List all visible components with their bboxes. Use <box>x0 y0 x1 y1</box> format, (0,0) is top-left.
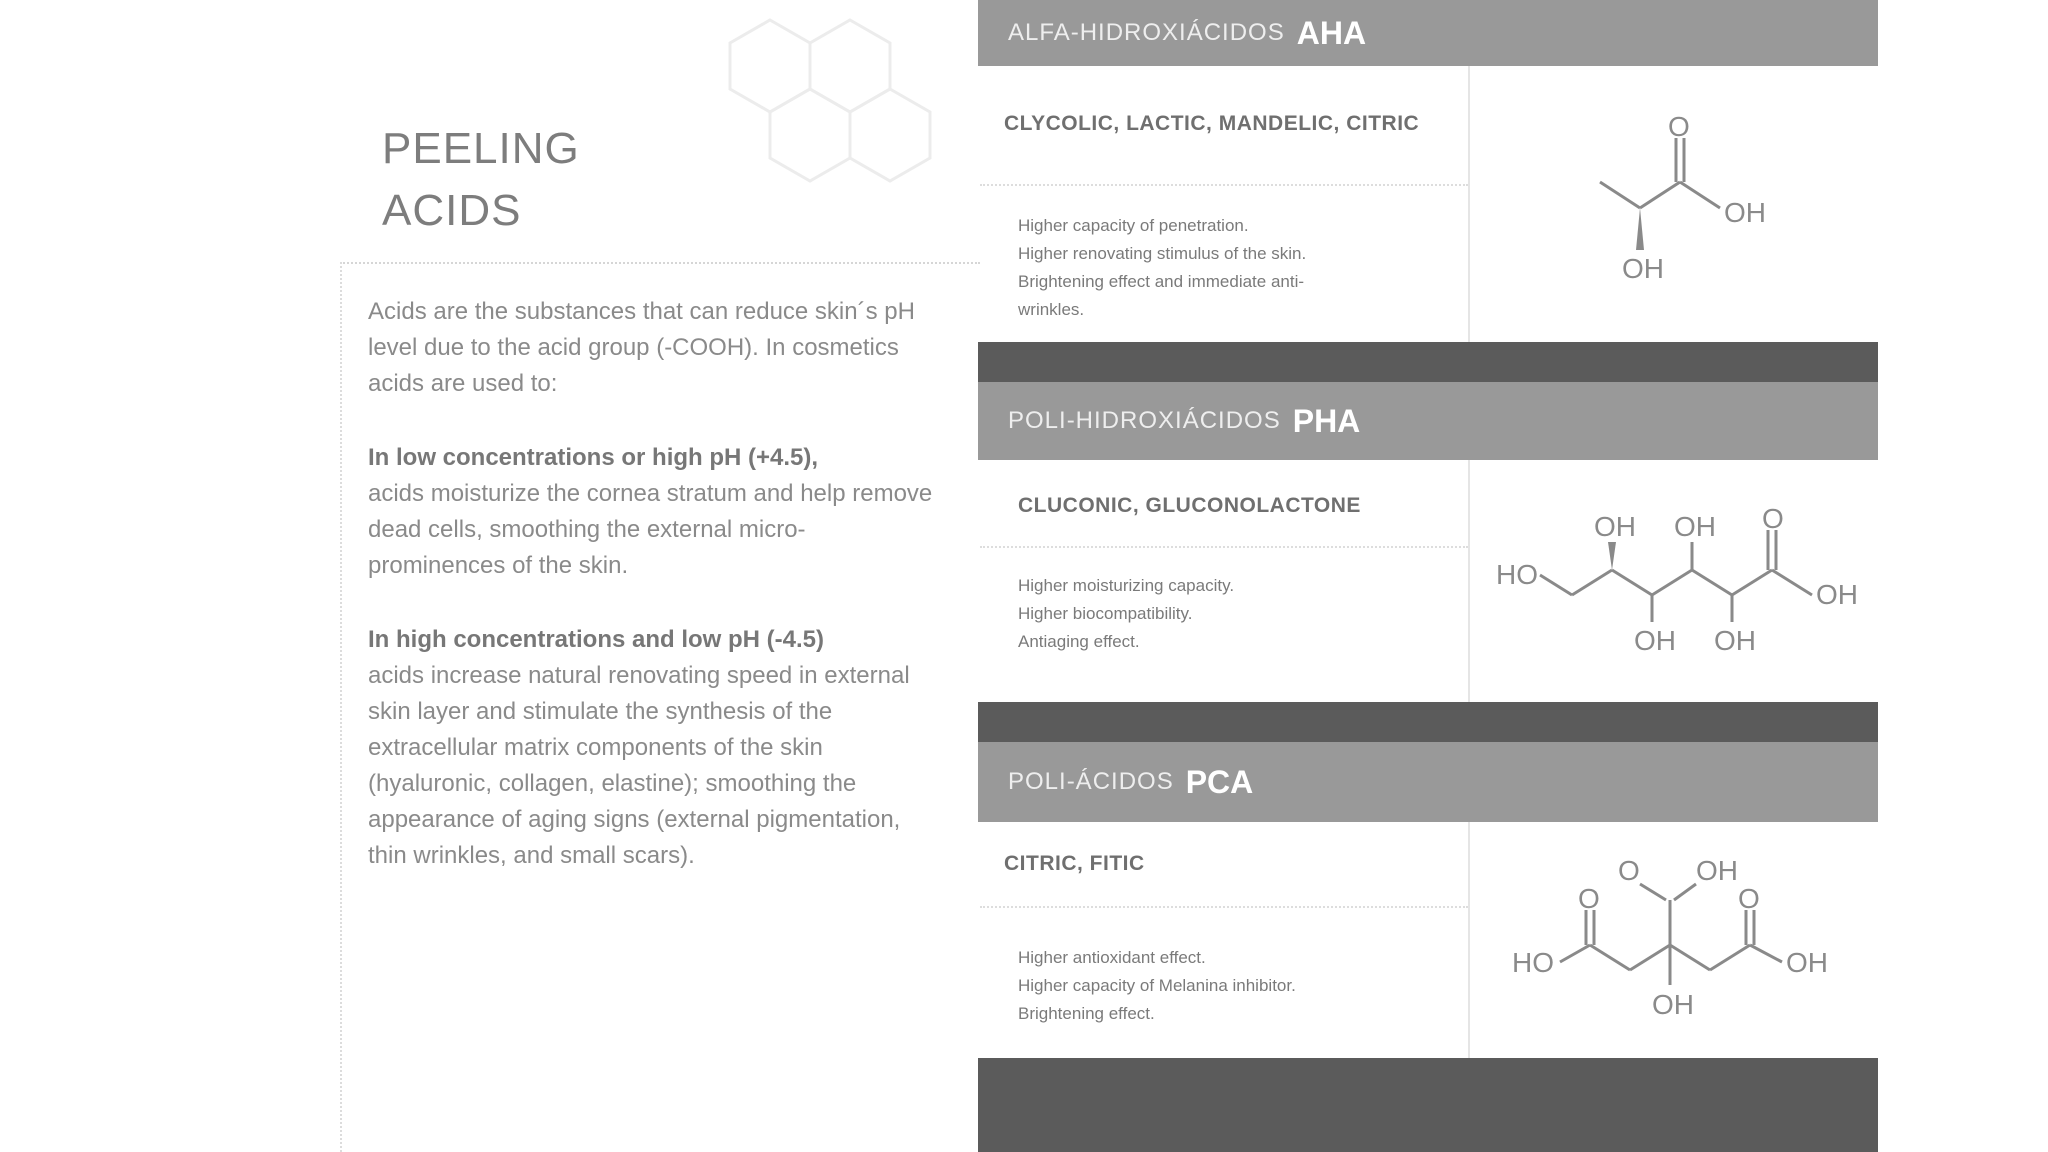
mol-label-oh: OH <box>1594 511 1636 542</box>
aha-description <box>1018 212 1306 324</box>
pca-desc-line: Brightening effect. <box>1018 1004 1155 1023</box>
mol-label-oh: OH <box>1652 989 1694 1020</box>
title-line-1: PEELING <box>382 124 580 173</box>
intro-text-block <box>368 294 938 912</box>
mol-label-oh: OH <box>1634 625 1676 656</box>
low-concentration-paragraph <box>368 440 938 584</box>
aha-desc-line: Brightening effect and immediate anti- <box>1018 272 1305 291</box>
pha-column-divider <box>1468 460 1470 702</box>
pha-description <box>1018 572 1234 656</box>
citric-acid-structure-icon <box>1500 850 1870 1030</box>
aha-column-divider <box>1468 66 1470 342</box>
pca-column-divider <box>1468 822 1470 1058</box>
pca-header <box>978 742 1878 822</box>
aha-desc-line: wrinkles. <box>1018 300 1085 319</box>
low-concentration-text: acids moisturize the cornea stratum and help remove dead cells, smoothing the external micro-prominences of the skin. <box>368 480 933 579</box>
pca-prefix: POLI-ÁCIDOS <box>1008 768 1174 795</box>
mol-label-o: O <box>1762 503 1784 534</box>
mol-label-oh: OH <box>1724 197 1766 228</box>
high-concentration-heading: In high concentrations and low pH (-4.5) <box>368 626 825 653</box>
mol-label-oh: OH <box>1674 511 1716 542</box>
pha-desc-line: Antiaging effect. <box>1018 632 1140 651</box>
pha-abbr: PHA <box>1292 402 1361 439</box>
pca-desc-line: Higher antioxidant effect. <box>1018 948 1206 967</box>
pha-desc-line: Higher moisturizing capacity. <box>1018 576 1235 595</box>
low-concentration-heading: In low concentrations or high pH (+4.5), <box>368 444 819 471</box>
aha-header <box>978 0 1878 66</box>
mol-label-o: O <box>1738 883 1760 914</box>
pca-row-divider <box>980 906 1468 908</box>
high-concentration-paragraph <box>368 622 938 874</box>
pca-description <box>1018 944 1296 1028</box>
intro-paragraph: Acids are the substances that can reduce skin´s pH level due to the acid group (-COOH). In cosmetics acids are used to: <box>368 298 915 397</box>
title-divider <box>340 262 980 264</box>
bottom-band <box>978 1058 1878 1152</box>
pha-separator-band <box>978 702 1878 742</box>
left-border <box>340 262 342 1152</box>
aha-desc-line: Higher capacity of penetration. <box>1018 216 1249 235</box>
pha-acid-names: CLUCONIC, GLUCONOLACTONE <box>1018 494 1361 517</box>
title-line-2: ACIDS <box>382 186 522 235</box>
mol-label-oh: OH <box>1622 253 1664 284</box>
page-title <box>382 118 580 242</box>
aha-prefix: ALFA-HIDROXIÁCIDOS <box>1008 19 1285 46</box>
aha-separator-band <box>978 342 1878 382</box>
pha-prefix: POLI-HIDROXIÁCIDOS <box>1008 407 1281 434</box>
aha-acid-names: CLYCOLIC, LACTIC, MANDELIC, CITRIC <box>1004 112 1420 135</box>
high-concentration-text: acids increase natural renovating speed in external skin layer and stimulate the synthesis of the extracellular matrix components of the skin (hyaluronic, collagen, elastine); smoothing the appearance of aging signs (external pigmentation, thin wrinkles, and small scars). <box>368 662 910 869</box>
pha-desc-line: Higher biocompatibility. <box>1018 604 1193 623</box>
hexagon-pattern <box>700 0 1000 240</box>
pha-header <box>978 382 1878 460</box>
lactic-acid-structure-icon <box>1560 110 1860 290</box>
mol-label-o: O <box>1668 111 1690 142</box>
mol-label-ho: HO <box>1496 559 1538 590</box>
mol-label-ho: HO <box>1512 947 1554 978</box>
pca-abbr: PCA <box>1185 763 1254 800</box>
mol-label-oh: OH <box>1816 579 1858 610</box>
mol-label-oh: OH <box>1696 855 1738 886</box>
mol-label-o: O <box>1618 855 1640 886</box>
aha-desc-line: Higher renovating stimulus of the skin. <box>1018 244 1307 263</box>
gluconic-acid-structure-icon <box>1490 500 1870 670</box>
aha-abbr: AHA <box>1296 14 1367 51</box>
pha-row-divider <box>980 546 1468 548</box>
aha-row-divider <box>980 184 1468 186</box>
mol-label-oh: OH <box>1786 947 1828 978</box>
pca-desc-line: Higher capacity of Melanina inhibitor. <box>1018 976 1296 995</box>
mol-label-oh: OH <box>1714 625 1756 656</box>
mol-label-o: O <box>1578 883 1600 914</box>
pca-acid-names: CITRIC, FITIC <box>1004 852 1145 875</box>
